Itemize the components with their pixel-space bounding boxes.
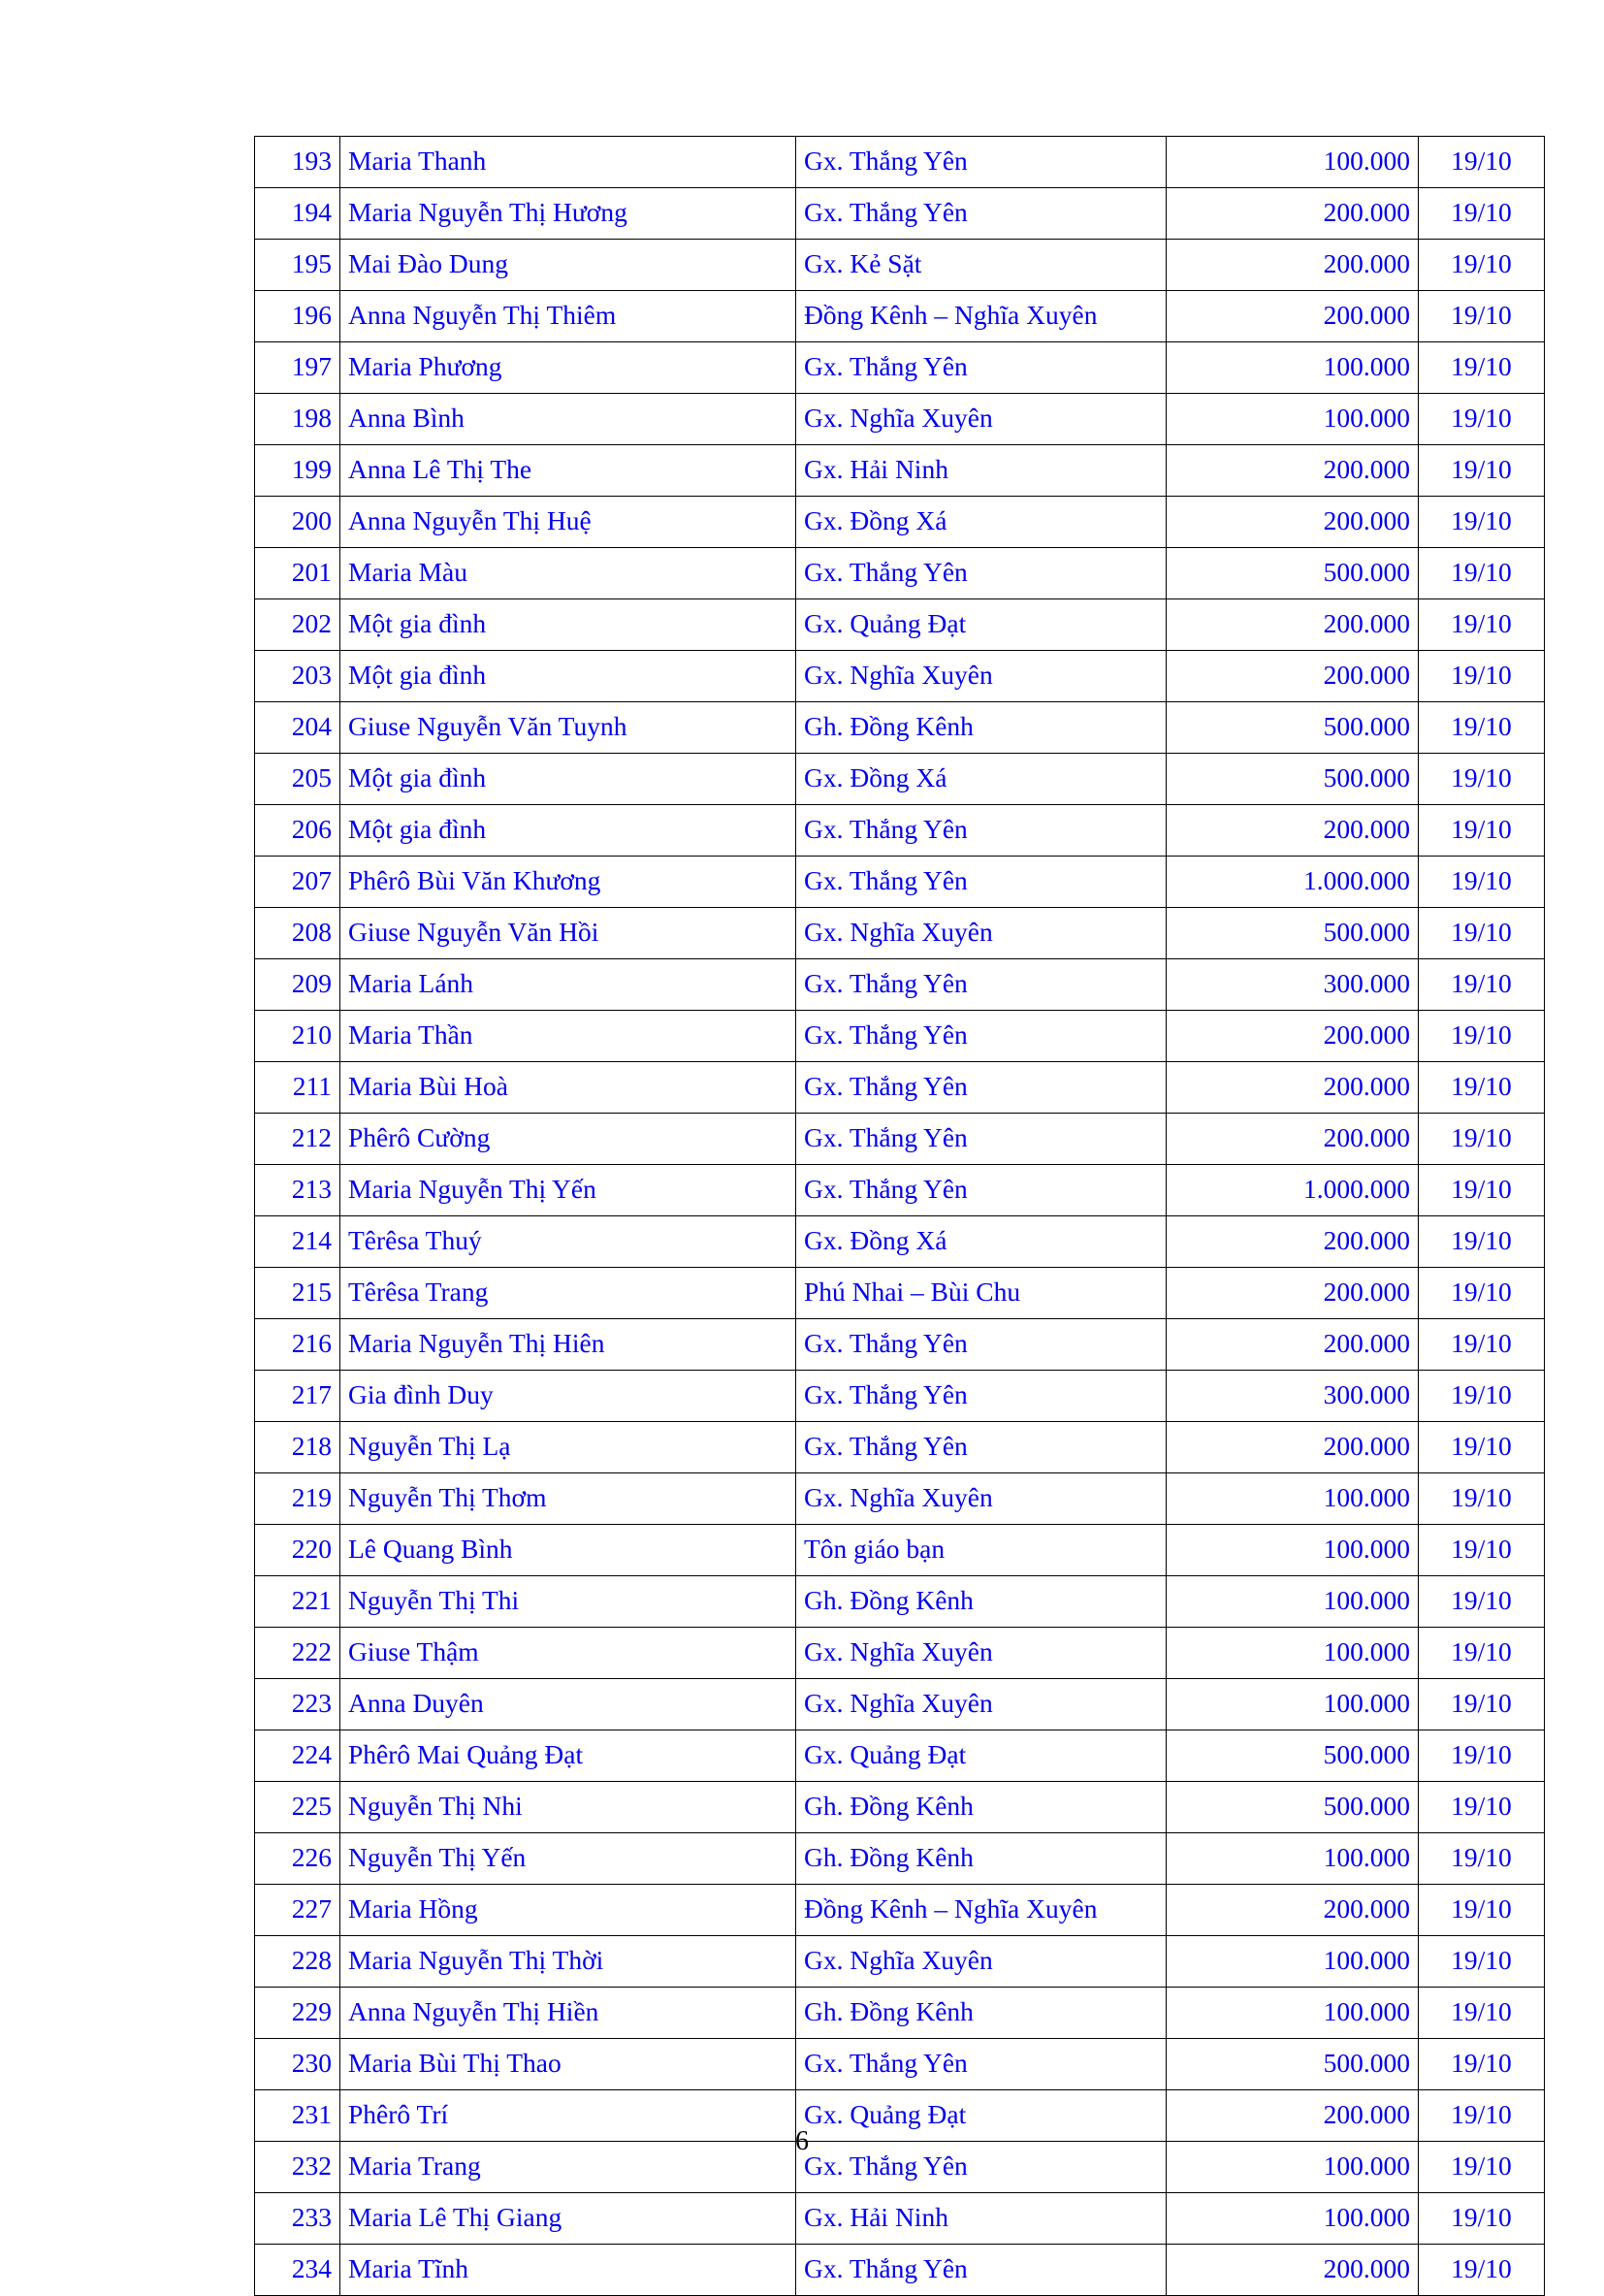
row-index: 234 (255, 2245, 340, 2296)
donation-amount: 100.000 (1167, 1473, 1419, 1525)
donor-name: Nguyễn Thị Nhi (340, 1782, 796, 1833)
donation-date: 19/10 (1419, 651, 1545, 702)
donor-name: Maria Nguyễn Thị Thời (340, 1936, 796, 1988)
row-index: 224 (255, 1730, 340, 1782)
donor-name: Maria Hồng (340, 1885, 796, 1936)
donation-amount: 200.000 (1167, 599, 1419, 651)
donor-parish: Gx. Thắng Yên (796, 1165, 1167, 1216)
donation-amount: 500.000 (1167, 2039, 1419, 2090)
table-row (255, 1473, 1545, 1525)
table-row (255, 1114, 1545, 1165)
donation-amount: 200.000 (1167, 1422, 1419, 1473)
donation-date: 19/10 (1419, 1988, 1545, 2039)
donation-amount: 500.000 (1167, 1782, 1419, 1833)
donor-name: Anna Lê Thị The (340, 445, 796, 497)
donor-parish: Gx. Nghĩa Xuyên (796, 1473, 1167, 1525)
table-row (255, 394, 1545, 445)
row-index: 213 (255, 1165, 340, 1216)
donation-date: 19/10 (1419, 857, 1545, 908)
donation-date: 19/10 (1419, 1885, 1545, 1936)
donor-parish: Gx. Đồng Xá (796, 754, 1167, 805)
donation-amount: 500.000 (1167, 908, 1419, 959)
table-row (255, 1371, 1545, 1422)
donation-date: 19/10 (1419, 1165, 1545, 1216)
donation-amount: 200.000 (1167, 291, 1419, 342)
donor-parish: Gh. Đồng Kênh (796, 1833, 1167, 1885)
table-row (255, 1011, 1545, 1062)
donor-name: Nguyễn Thị Thi (340, 1576, 796, 1628)
donation-table (254, 136, 1545, 2296)
donation-amount: 300.000 (1167, 1371, 1419, 1422)
row-index: 218 (255, 1422, 340, 1473)
donor-name: Anna Nguyễn Thị Thiêm (340, 291, 796, 342)
donation-date: 19/10 (1419, 1525, 1545, 1576)
donor-name: Phêrô Cường (340, 1114, 796, 1165)
donation-amount: 100.000 (1167, 1833, 1419, 1885)
donor-parish: Gx. Thắng Yên (796, 1422, 1167, 1473)
donation-amount: 200.000 (1167, 2245, 1419, 2296)
donation-amount: 100.000 (1167, 1679, 1419, 1730)
row-index: 216 (255, 1319, 340, 1371)
table-row (255, 1268, 1545, 1319)
table-row (255, 1576, 1545, 1628)
donation-date: 19/10 (1419, 548, 1545, 599)
donation-date: 19/10 (1419, 908, 1545, 959)
donor-parish: Đồng Kênh – Nghĩa Xuyên (796, 291, 1167, 342)
donation-amount: 500.000 (1167, 548, 1419, 599)
table-row (255, 548, 1545, 599)
donor-parish: Gx. Nghĩa Xuyên (796, 394, 1167, 445)
donation-amount: 200.000 (1167, 1114, 1419, 1165)
row-index: 199 (255, 445, 340, 497)
row-index: 198 (255, 394, 340, 445)
donation-amount: 1.000.000 (1167, 1165, 1419, 1216)
table-row (255, 137, 1545, 188)
row-index: 207 (255, 857, 340, 908)
donor-parish: Tôn giáo bạn (796, 1525, 1167, 1576)
donor-name: Maria Nguyễn Thị Yến (340, 1165, 796, 1216)
donation-date: 19/10 (1419, 599, 1545, 651)
row-index: 194 (255, 188, 340, 240)
donation-date: 19/10 (1419, 2039, 1545, 2090)
table-row (255, 240, 1545, 291)
row-index: 208 (255, 908, 340, 959)
row-index: 214 (255, 1216, 340, 1268)
donation-date: 19/10 (1419, 137, 1545, 188)
donation-amount: 200.000 (1167, 1216, 1419, 1268)
donation-date: 19/10 (1419, 702, 1545, 754)
donor-parish: Gh. Đồng Kênh (796, 1576, 1167, 1628)
row-index: 212 (255, 1114, 340, 1165)
table-row (255, 651, 1545, 702)
row-index: 211 (255, 1062, 340, 1114)
donation-date: 19/10 (1419, 1319, 1545, 1371)
row-index: 206 (255, 805, 340, 857)
donor-name: Lê Quang Bình (340, 1525, 796, 1576)
donation-date: 19/10 (1419, 1679, 1545, 1730)
donation-amount: 200.000 (1167, 240, 1419, 291)
donor-parish: Gx. Kẻ Sặt (796, 240, 1167, 291)
table-row (255, 702, 1545, 754)
table-row (255, 2039, 1545, 2090)
table-row (255, 1730, 1545, 1782)
row-index: 228 (255, 1936, 340, 1988)
donor-name: Giuse Thậm (340, 1628, 796, 1679)
table-row (255, 908, 1545, 959)
row-index: 230 (255, 2039, 340, 2090)
donor-name: Maria Nguyễn Thị Hương (340, 188, 796, 240)
table-row (255, 445, 1545, 497)
row-index: 203 (255, 651, 340, 702)
row-index: 200 (255, 497, 340, 548)
table-row (255, 1782, 1545, 1833)
donation-date: 19/10 (1419, 1371, 1545, 1422)
donation-date: 19/10 (1419, 1628, 1545, 1679)
donor-parish: Gx. Thắng Yên (796, 857, 1167, 908)
donor-name: Maria Lê Thị Giang (340, 2193, 796, 2245)
donation-amount: 200.000 (1167, 1268, 1419, 1319)
donor-parish: Gx. Thắng Yên (796, 137, 1167, 188)
donation-date: 19/10 (1419, 240, 1545, 291)
row-index: 215 (255, 1268, 340, 1319)
row-index: 204 (255, 702, 340, 754)
table-row (255, 1885, 1545, 1936)
donor-parish: Gx. Hải Ninh (796, 445, 1167, 497)
donor-name: Nguyễn Thị Thơm (340, 1473, 796, 1525)
donor-parish: Gx. Thắng Yên (796, 1114, 1167, 1165)
donation-table-container (254, 136, 1544, 2296)
donation-date: 19/10 (1419, 342, 1545, 394)
donation-amount: 100.000 (1167, 394, 1419, 445)
table-row (255, 754, 1545, 805)
donation-amount: 100.000 (1167, 342, 1419, 394)
donor-name: Một gia đình (340, 599, 796, 651)
donation-date: 19/10 (1419, 1268, 1545, 1319)
row-index: 220 (255, 1525, 340, 1576)
donor-parish: Gx. Quảng Đạt (796, 599, 1167, 651)
row-index: 232 (255, 2142, 340, 2193)
donor-name: Maria Lánh (340, 959, 796, 1011)
donor-parish: Gx. Thắng Yên (796, 805, 1167, 857)
donor-parish: Gx. Quảng Đạt (796, 1730, 1167, 1782)
donor-name: Maria Trang (340, 2142, 796, 2193)
table-row (255, 1988, 1545, 2039)
row-index: 210 (255, 1011, 340, 1062)
donor-name: Phêrô Bùi Văn Khương (340, 857, 796, 908)
table-row (255, 291, 1545, 342)
row-index: 193 (255, 137, 340, 188)
donation-amount: 200.000 (1167, 1062, 1419, 1114)
donation-amount: 100.000 (1167, 2142, 1419, 2193)
donation-date: 19/10 (1419, 1730, 1545, 1782)
donor-name: Giuse Nguyễn Văn Hồi (340, 908, 796, 959)
donation-amount: 500.000 (1167, 702, 1419, 754)
donor-parish: Gx. Thắng Yên (796, 342, 1167, 394)
donation-amount: 200.000 (1167, 2090, 1419, 2142)
donor-name: Một gia đình (340, 805, 796, 857)
donation-date: 19/10 (1419, 1011, 1545, 1062)
donation-amount: 1.000.000 (1167, 857, 1419, 908)
row-index: 233 (255, 2193, 340, 2245)
table-row (255, 497, 1545, 548)
table-row (255, 2193, 1545, 2245)
donation-date: 19/10 (1419, 1936, 1545, 1988)
donation-amount: 100.000 (1167, 2193, 1419, 2245)
donation-amount: 100.000 (1167, 1936, 1419, 1988)
donor-parish: Gx. Thắng Yên (796, 1371, 1167, 1422)
donation-amount: 500.000 (1167, 1730, 1419, 1782)
row-index: 221 (255, 1576, 340, 1628)
donor-name: Nguyễn Thị Lạ (340, 1422, 796, 1473)
donor-parish: Gx. Thắng Yên (796, 188, 1167, 240)
donor-parish: Gx. Thắng Yên (796, 959, 1167, 1011)
table-row (255, 1216, 1545, 1268)
row-index: 202 (255, 599, 340, 651)
donor-parish: Gx. Thắng Yên (796, 1319, 1167, 1371)
donor-name: Anna Bình (340, 394, 796, 445)
row-index: 229 (255, 1988, 340, 2039)
donation-date: 19/10 (1419, 1833, 1545, 1885)
row-index: 231 (255, 2090, 340, 2142)
row-index: 195 (255, 240, 340, 291)
row-index: 227 (255, 1885, 340, 1936)
donation-date: 19/10 (1419, 1062, 1545, 1114)
donor-name: Maria Phương (340, 342, 796, 394)
donation-amount: 100.000 (1167, 1576, 1419, 1628)
donor-name: Maria Nguyễn Thị Hiên (340, 1319, 796, 1371)
table-row (255, 599, 1545, 651)
donation-amount: 200.000 (1167, 188, 1419, 240)
table-row (255, 805, 1545, 857)
donor-name: Mai Đào Dung (340, 240, 796, 291)
donation-amount: 200.000 (1167, 497, 1419, 548)
donation-date: 19/10 (1419, 394, 1545, 445)
donor-name: Anna Duyên (340, 1679, 796, 1730)
donation-date: 19/10 (1419, 754, 1545, 805)
donor-parish: Gx. Nghĩa Xuyên (796, 1936, 1167, 1988)
table-row (255, 188, 1545, 240)
row-index: 222 (255, 1628, 340, 1679)
donor-parish: Gx. Thắng Yên (796, 548, 1167, 599)
donor-name: Phêrô Trí (340, 2090, 796, 2142)
donor-parish: Gx. Quảng Đạt (796, 2090, 1167, 2142)
table-row (255, 1062, 1545, 1114)
donation-amount: 100.000 (1167, 137, 1419, 188)
table-row (255, 1679, 1545, 1730)
donor-name: Giuse Nguyễn Văn Tuynh (340, 702, 796, 754)
donor-name: Anna Nguyễn Thị Hiền (340, 1988, 796, 2039)
table-row (255, 342, 1545, 394)
table-row (255, 1936, 1545, 1988)
row-index: 196 (255, 291, 340, 342)
donation-amount: 300.000 (1167, 959, 1419, 1011)
row-index: 197 (255, 342, 340, 394)
page-number: 6 (795, 2126, 809, 2156)
donation-amount: 100.000 (1167, 1988, 1419, 2039)
donation-amount: 200.000 (1167, 1011, 1419, 1062)
donation-date: 19/10 (1419, 2142, 1545, 2193)
donation-date: 19/10 (1419, 497, 1545, 548)
donor-name: Têrêsa Thuý (340, 1216, 796, 1268)
donor-parish: Gx. Thắng Yên (796, 1011, 1167, 1062)
donation-amount: 100.000 (1167, 1628, 1419, 1679)
donor-name: Maria Màu (340, 548, 796, 599)
row-index: 226 (255, 1833, 340, 1885)
donor-parish: Gx. Nghĩa Xuyên (796, 651, 1167, 702)
row-index: 217 (255, 1371, 340, 1422)
donation-date: 19/10 (1419, 1216, 1545, 1268)
donation-date: 19/10 (1419, 1576, 1545, 1628)
donor-parish: Gx. Đồng Xá (796, 1216, 1167, 1268)
donor-parish: Gx. Đồng Xá (796, 497, 1167, 548)
row-index: 209 (255, 959, 340, 1011)
row-index: 219 (255, 1473, 340, 1525)
table-row (255, 959, 1545, 1011)
donation-date: 19/10 (1419, 805, 1545, 857)
donor-name: Một gia đình (340, 651, 796, 702)
table-row (255, 2245, 1545, 2296)
table-row (255, 1319, 1545, 1371)
donation-amount: 200.000 (1167, 445, 1419, 497)
table-row (255, 1422, 1545, 1473)
donation-amount: 200.000 (1167, 1319, 1419, 1371)
table-row (255, 1833, 1545, 1885)
donor-name: Têrêsa Trang (340, 1268, 796, 1319)
donation-amount: 200.000 (1167, 805, 1419, 857)
donor-parish: Gx. Thắng Yên (796, 2039, 1167, 2090)
donation-date: 19/10 (1419, 445, 1545, 497)
donor-name: Phêrô Mai Quảng Đạt (340, 1730, 796, 1782)
row-index: 205 (255, 754, 340, 805)
donor-parish: Gh. Đồng Kênh (796, 1988, 1167, 2039)
row-index: 201 (255, 548, 340, 599)
table-row (255, 1628, 1545, 1679)
donation-amount: 500.000 (1167, 754, 1419, 805)
donor-name: Maria Thần (340, 1011, 796, 1062)
donor-name: Maria Bùi Thị Thao (340, 2039, 796, 2090)
donor-parish: Gx. Hải Ninh (796, 2193, 1167, 2245)
donor-name: Maria Thanh (340, 137, 796, 188)
donor-name: Maria Bùi Hoà (340, 1062, 796, 1114)
table-row (255, 857, 1545, 908)
donation-date: 19/10 (1419, 1422, 1545, 1473)
donor-name: Nguyễn Thị Yến (340, 1833, 796, 1885)
donation-table-body (255, 137, 1545, 2296)
donation-amount: 100.000 (1167, 1525, 1419, 1576)
donor-parish: Gh. Đồng Kênh (796, 1782, 1167, 1833)
row-index: 223 (255, 1679, 340, 1730)
donation-amount: 200.000 (1167, 1885, 1419, 1936)
donation-date: 19/10 (1419, 1114, 1545, 1165)
donor-parish: Gx. Thắng Yên (796, 1062, 1167, 1114)
donor-name: Một gia đình (340, 754, 796, 805)
donation-date: 19/10 (1419, 291, 1545, 342)
donor-parish: Gx. Thắng Yên (796, 2245, 1167, 2296)
donor-name: Anna Nguyễn Thị Huệ (340, 497, 796, 548)
donor-parish: Phú Nhai – Bùi Chu (796, 1268, 1167, 1319)
donation-date: 19/10 (1419, 1473, 1545, 1525)
row-index: 225 (255, 1782, 340, 1833)
donor-name: Gia đình Duy (340, 1371, 796, 1422)
donation-amount: 200.000 (1167, 651, 1419, 702)
donor-parish: Gh. Đồng Kênh (796, 702, 1167, 754)
donor-parish: Gx. Nghĩa Xuyên (796, 908, 1167, 959)
donation-date: 19/10 (1419, 959, 1545, 1011)
donor-parish: Gx. Thắng Yên (796, 2142, 1167, 2193)
donor-name: Maria Tĩnh (340, 2245, 796, 2296)
donor-parish: Gx. Nghĩa Xuyên (796, 1628, 1167, 1679)
donation-date: 19/10 (1419, 188, 1545, 240)
table-row (255, 1165, 1545, 1216)
donation-date: 19/10 (1419, 2193, 1545, 2245)
donor-parish: Đồng Kênh – Nghĩa Xuyên (796, 1885, 1167, 1936)
table-row (255, 1525, 1545, 1576)
donor-parish: Gx. Nghĩa Xuyên (796, 1679, 1167, 1730)
donation-date: 19/10 (1419, 2090, 1545, 2142)
donation-date: 19/10 (1419, 1782, 1545, 1833)
donation-date: 19/10 (1419, 2245, 1545, 2296)
